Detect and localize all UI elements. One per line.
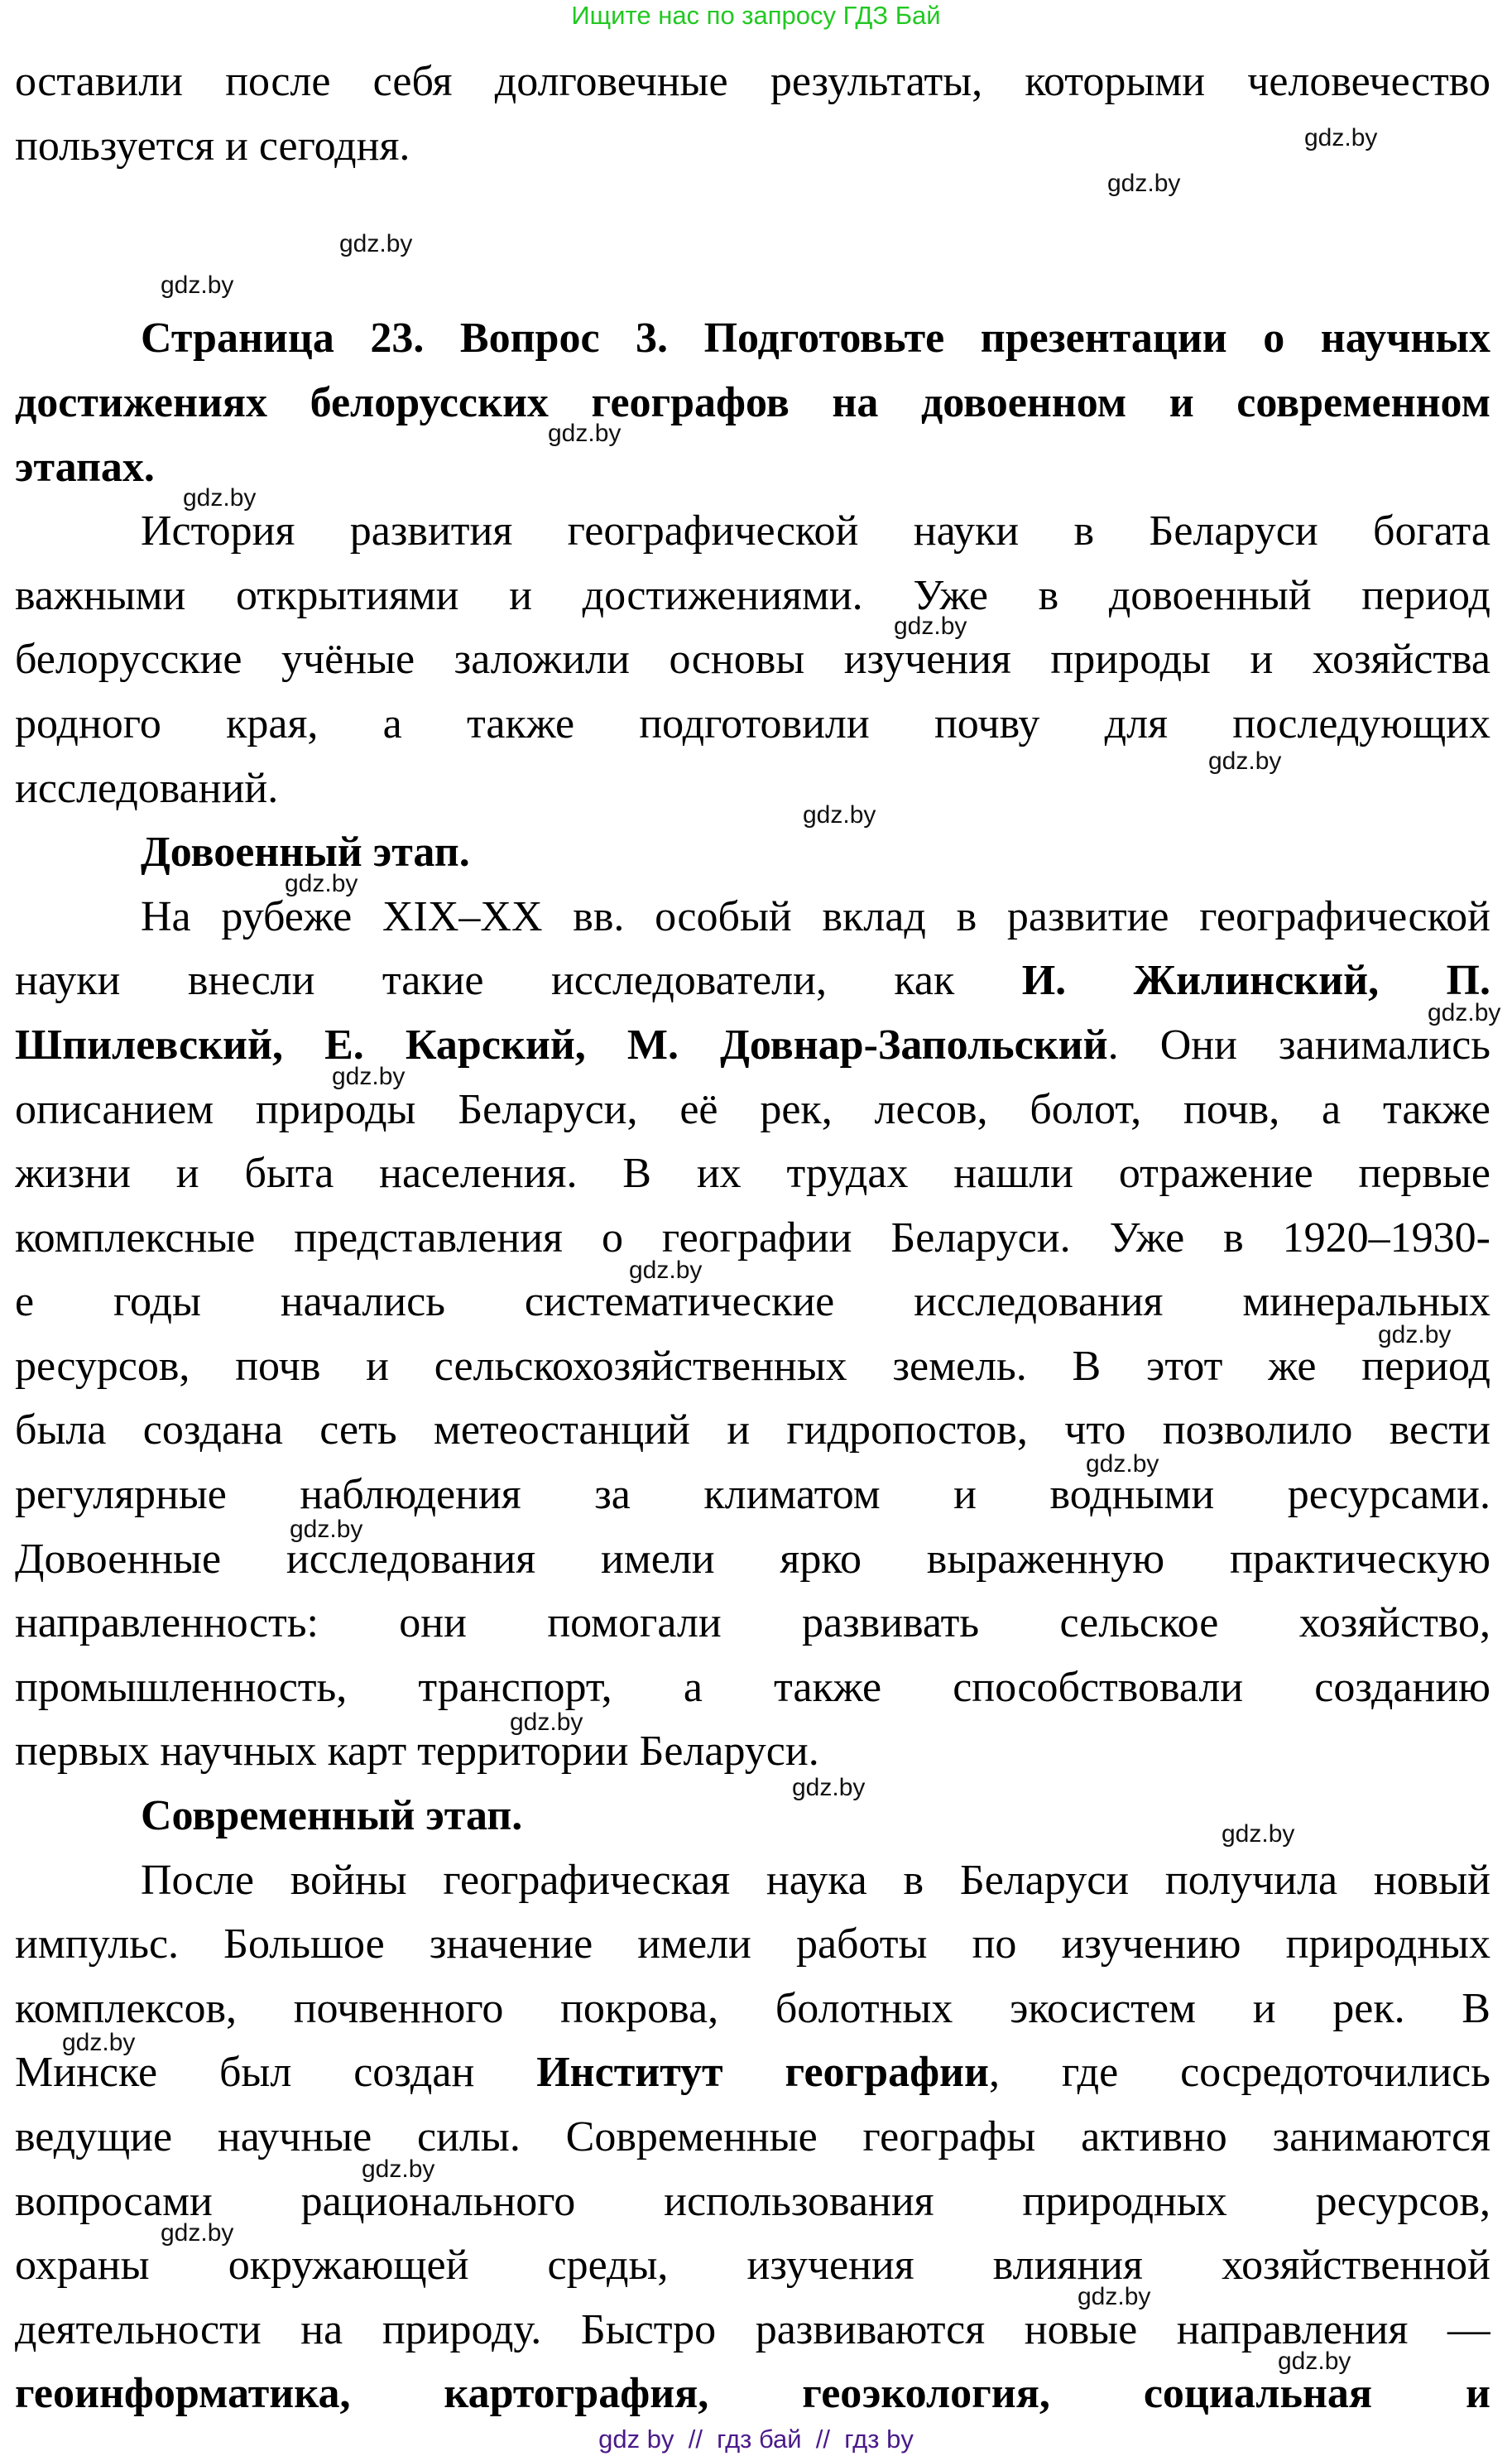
section-heading-prewar: Довоенный этап. [141, 829, 470, 877]
footer-links[interactable]: gdz by // гдз бай // гдз by [598, 2425, 914, 2454]
text-line: После войны географическая наука в Беларуси получила новый [141, 1856, 1490, 1904]
text-line: Довоенные исследования имели ярко выраженную практическую [15, 1535, 1490, 1583]
watermark: gdz.by [1208, 747, 1282, 775]
question-heading-line: этапах. [15, 443, 155, 491]
text-line: промышленность, транспорт, а также способствовали созданию [15, 1663, 1490, 1711]
text-span: Минске был создан [15, 2049, 537, 2097]
institute-name: Институт географии [536, 2049, 989, 2097]
text-line: комплексные представления о географии Беларуси. Уже в 1920–1930- [15, 1214, 1490, 1262]
text-span: . Они занимались [1107, 1021, 1490, 1069]
text-line: была создана сеть метеостанций и гидропостов, что позволило вести [15, 1406, 1490, 1454]
text-line: важными открытиями и достижениями. Уже в довоенный период [15, 571, 1490, 619]
watermark: gdz.by [792, 1774, 866, 1801]
text-line: История развития географической науки в Беларуси богата [141, 507, 1490, 555]
watermark: gdz.by [62, 2029, 136, 2056]
section-heading-modern: Современный этап. [141, 1792, 523, 1840]
watermark: gdz.by [894, 613, 967, 640]
text-line: геоинформатика, картография, геоэкология, социальная и [15, 2370, 1490, 2418]
watermark: gdz.by [1378, 1321, 1452, 1348]
text-line: деятельности на природу. Быстро развиваются новые направления — [15, 2305, 1490, 2353]
text-line: родного края, а также подготовили почву для последующих [15, 699, 1490, 747]
text-line [15, 1013, 1490, 1078]
scientist-names: И. Жилинский, П. [1021, 957, 1490, 1005]
watermark: gdz.by [339, 230, 413, 257]
watermark: gdz.by [1222, 1820, 1295, 1848]
text-line: охраны окружающей среды, изучения влияния хозяйственной [15, 2242, 1490, 2290]
watermark: gdz.by [161, 272, 234, 299]
text-line: белорусские учёные заложили основы изучения природы и хозяйства [15, 636, 1490, 684]
spacer [15, 243, 1490, 307]
search-banner[interactable]: Ищите нас по запросу ГДЗ Бай [571, 1, 941, 30]
watermark: gdz.by [290, 1516, 363, 1543]
watermark: gdz.by [510, 1709, 583, 1736]
text-line: регулярные наблюдения за климатом и водными ресурсами. [15, 1471, 1490, 1519]
text-line: вопросами рационального использования природных ресурсов, [15, 2177, 1490, 2225]
text-line: исследований. [15, 764, 279, 812]
text-line [15, 2040, 1490, 2105]
question-heading-line: Страница 23. Вопрос 3. Подготовьте презентации о научных [141, 315, 1490, 363]
text-line: жизни и быта населения. В их трудах нашли отражение первые [15, 1150, 1490, 1198]
watermark: gdz.by [1304, 124, 1378, 151]
watermark: gdz.by [362, 2156, 435, 2183]
text-line: оставили после себя долговечные результаты, которыми человечество [15, 58, 1490, 105]
watermark: gdz.by [161, 2219, 234, 2247]
watermark: gdz.by [183, 484, 257, 512]
watermark: gdz.by [1278, 2348, 1351, 2375]
watermark: gdz.by [1428, 999, 1501, 1026]
text-line: первых научных карт территории Беларуси. [15, 1728, 819, 1776]
watermark: gdz.by [332, 1063, 406, 1090]
question-heading-line: достижениях белорусских географов на довоенном и современном [15, 378, 1490, 426]
text-line: описанием природы Беларуси, её рек, лесов, болот, почв, а также [15, 1085, 1490, 1133]
watermark: gdz.by [803, 801, 876, 829]
text-line: комплексов, почвенного покрова, болотных экосистем и рек. В [15, 1984, 1490, 2032]
scientist-names: Шпилевский, Е. Карский, М. Довнар-Запольский [15, 1021, 1108, 1069]
watermark: gdz.by [629, 1257, 703, 1284]
document-page [15, 50, 1490, 2426]
text-line: ведущие научные силы. Современные географы активно занимаются [15, 2113, 1490, 2160]
text-line: На рубеже XIX–XX вв. особый вклад в развитие географической [141, 892, 1490, 940]
watermark: gdz.by [285, 870, 358, 897]
watermark: gdz.by [1078, 2283, 1151, 2310]
text-line [15, 949, 1490, 1013]
text-line: ресурсов, почв и сельскохозяйственных земель. В этот же период [15, 1342, 1490, 1390]
spacer [15, 178, 1490, 243]
watermark: gdz.by [1107, 170, 1181, 197]
watermark: gdz.by [1086, 1450, 1159, 1478]
text-span: науки внесли такие исследователи, как [15, 957, 1022, 1005]
text-line: е годы начались систематические исследования минеральных [15, 1278, 1490, 1326]
text-span: , где сосредоточились [988, 2049, 1490, 2097]
watermark: gdz.by [548, 420, 622, 447]
text-line: направленность: они помогали развивать сельское хозяйство, [15, 1599, 1490, 1647]
text-line: импульс. Большое значение имели работы по изучению природных [15, 1920, 1490, 1968]
text-line: пользуется и сегодня. [15, 122, 410, 170]
